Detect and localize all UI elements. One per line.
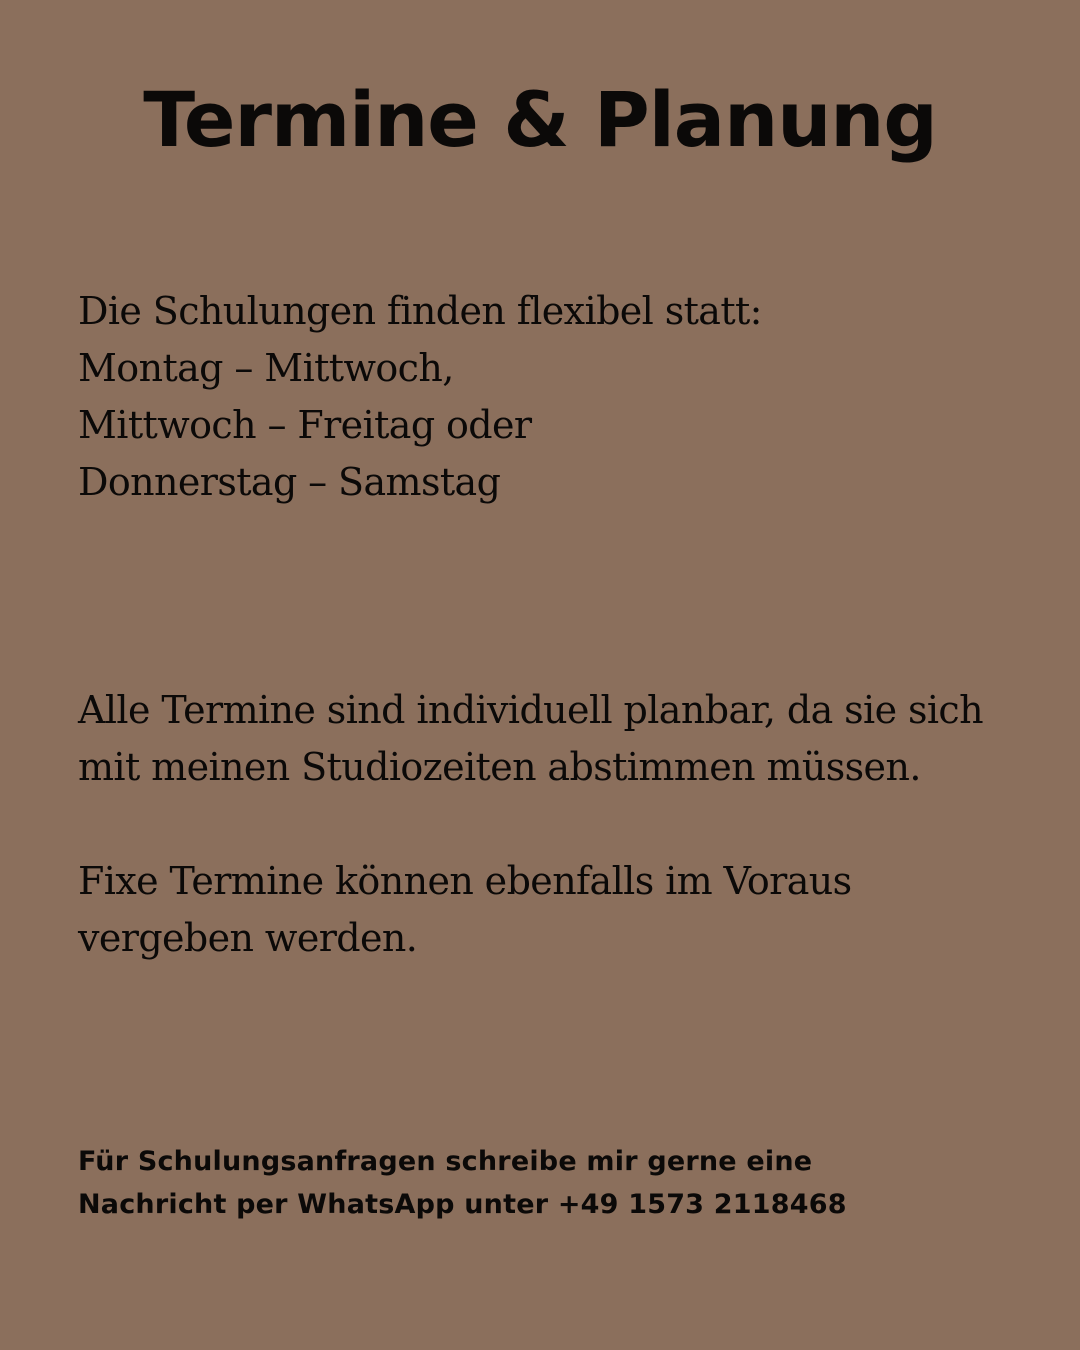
contact-line-1: Für Schulungsanfragen schreibe mir gerne eine <box>78 1146 813 1177</box>
schedule-line-donnerstag-samstag: Donnerstag – Samstag <box>78 460 501 504</box>
whatsapp-contact-note <box>78 1140 1018 1226</box>
schedule-line-montag-mittwoch: Montag – Mittwoch, <box>78 346 454 390</box>
fixed-appointments-text-block <box>78 853 1018 967</box>
schedule-text-block <box>78 283 1018 511</box>
planning-line-1: Alle Termine sind individuell planbar, da sie sich <box>78 688 983 732</box>
page-title: Termine & Planung <box>143 75 937 164</box>
fixed-appointments-line-2: vergeben werden. <box>78 916 418 960</box>
contact-line-2: Nachricht per WhatsApp unter +49 1573 2118468 <box>78 1189 847 1220</box>
fixed-appointments-line-1: Fixe Termine können ebenfalls im Voraus <box>78 859 852 903</box>
schedule-line-intro: Die Schulungen finden flexibel statt: <box>78 289 762 333</box>
planning-text-block <box>78 682 1018 796</box>
schedule-line-mittwoch-freitag: Mittwoch – Freitag oder <box>78 403 532 447</box>
planning-line-2: mit meinen Studiozeiten abstimmen müssen. <box>78 745 921 789</box>
